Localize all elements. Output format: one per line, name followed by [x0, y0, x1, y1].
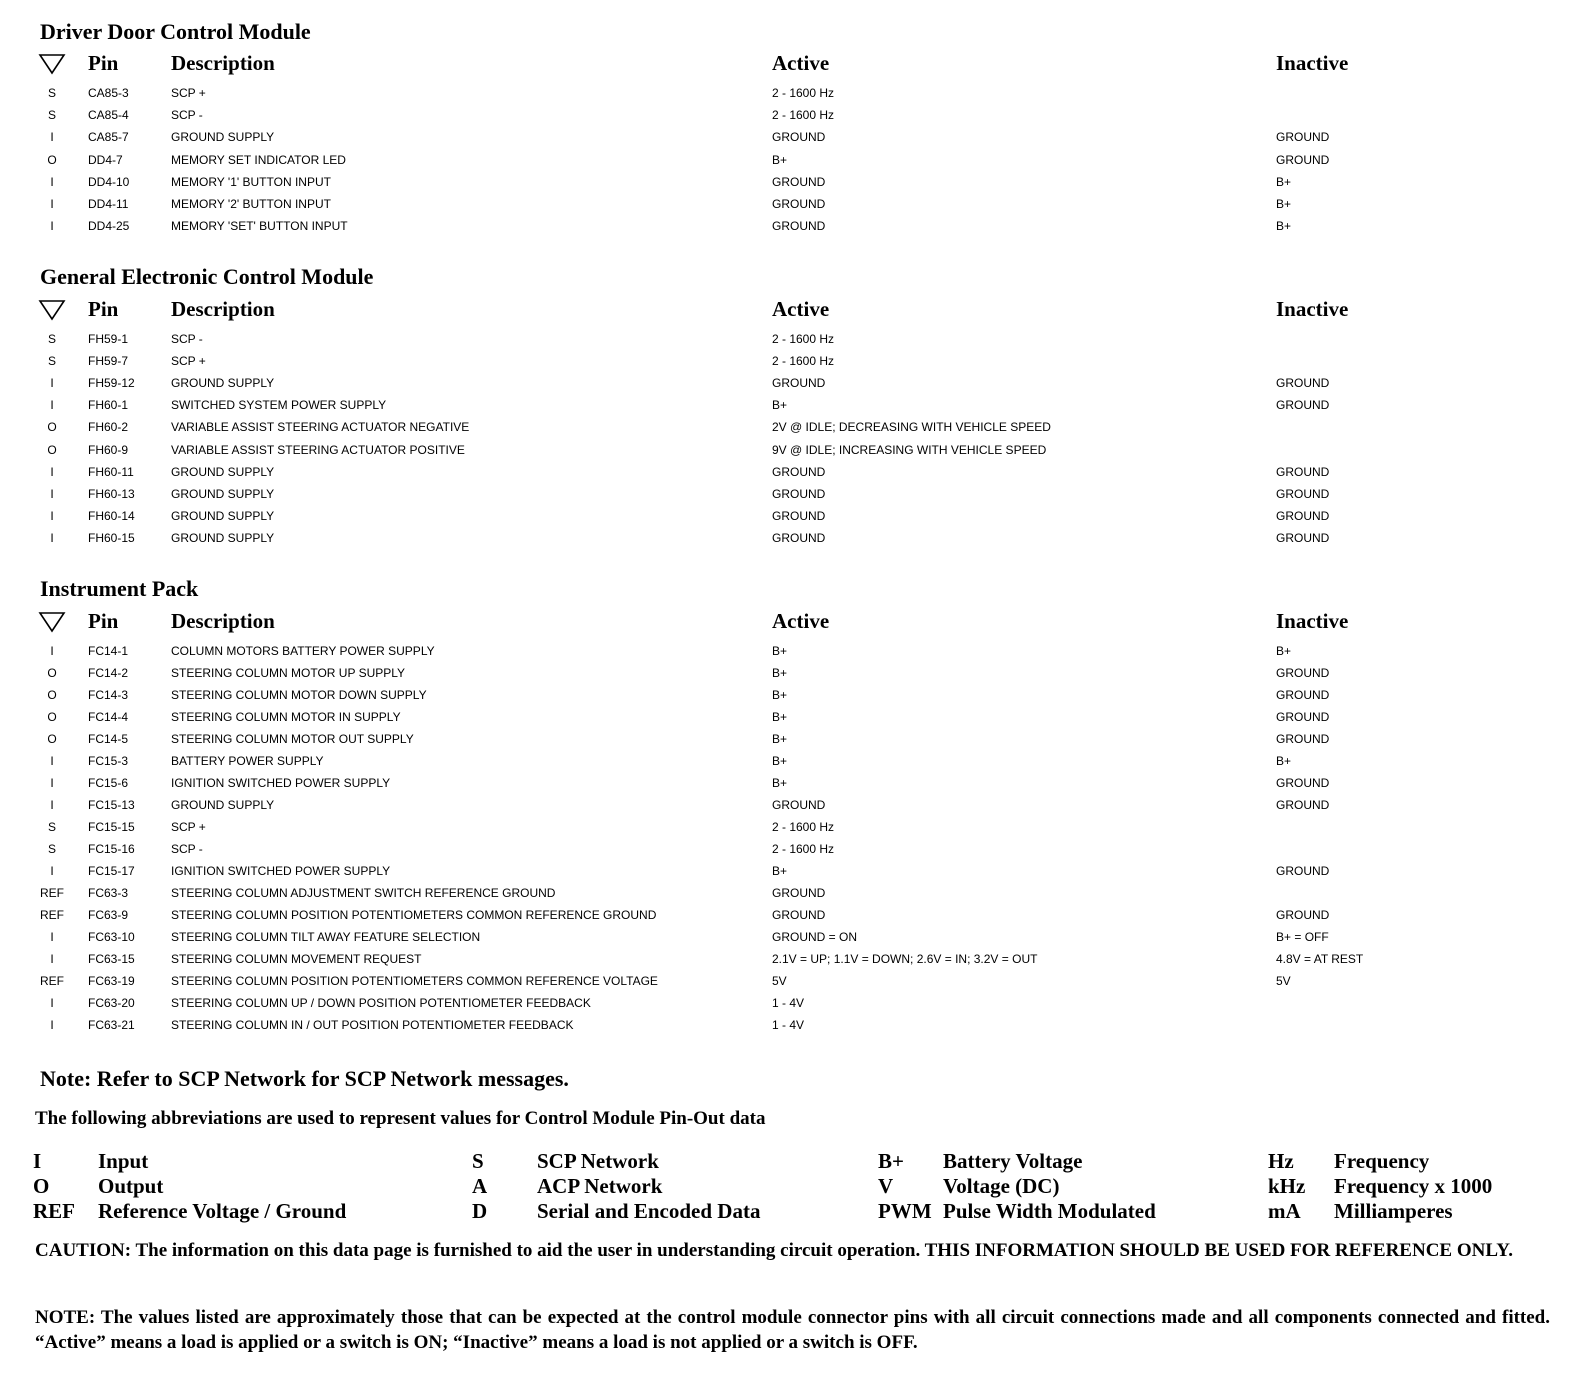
pin-id-cell: FH60-14 [88, 509, 135, 523]
abbreviation-meaning: ACP Network [537, 1174, 663, 1198]
section-title: General Electronic Control Module [40, 264, 374, 289]
table-row [0, 86, 1584, 108]
abbreviations-intro: The following abbreviations are used to represent values for Control Module Pin-Out data [35, 1108, 766, 1129]
active-value-cell: GROUND [772, 886, 826, 900]
table-row [0, 376, 1584, 398]
table-row [0, 487, 1584, 509]
column-header-description: Description [171, 51, 275, 75]
pin-type-cell: I [50, 531, 54, 545]
pin-type-cell: I [50, 398, 54, 412]
inactive-value-cell: B+ [1276, 644, 1292, 658]
pin-id-cell: FC15-6 [88, 776, 129, 790]
inactive-value-cell: GROUND [1276, 666, 1330, 680]
inactive-value-cell: B+ = OFF [1276, 930, 1329, 944]
pin-id-cell: DD4-7 [88, 153, 123, 167]
active-value-cell: GROUND [772, 509, 826, 523]
table-row [0, 398, 1584, 420]
table-row [0, 354, 1584, 376]
table-row [0, 842, 1584, 864]
abbreviation-meaning: SCP Network [537, 1149, 659, 1173]
active-value-cell: GROUND [772, 376, 826, 390]
pin-type-cell: I [50, 754, 54, 768]
active-value-cell: GROUND = ON [772, 930, 858, 944]
abbreviation-meaning: Reference Voltage / Ground [98, 1199, 347, 1223]
inactive-value-cell: GROUND [1276, 710, 1330, 724]
scp-network-note: Note: Refer to SCP Network for SCP Network messages. [40, 1066, 569, 1091]
description-cell: GROUND SUPPLY [171, 509, 275, 523]
pin-type-cell: I [50, 930, 54, 944]
column-header-pin: Pin [88, 297, 119, 321]
pin-id-cell: FC63-21 [88, 1018, 135, 1032]
table-row [0, 864, 1584, 886]
table-row [0, 930, 1584, 952]
description-cell: MEMORY '2' BUTTON INPUT [171, 197, 331, 211]
pin-id-cell: FC63-3 [88, 886, 129, 900]
abbreviation-meaning: Serial and Encoded Data [537, 1199, 761, 1223]
pin-id-cell: FC15-3 [88, 754, 129, 768]
inactive-value-cell: GROUND [1276, 376, 1330, 390]
pin-id-cell: FC14-3 [88, 688, 129, 702]
description-cell: COLUMN MOTORS BATTERY POWER SUPPLY [171, 644, 435, 658]
table-row [0, 130, 1584, 152]
active-value-cell: 5V [772, 974, 787, 988]
active-value-cell: 2 - 1600 Hz [772, 842, 835, 856]
values-note-text: NOTE: The values listed are approximately those that can be expected at the control module connector pins with all circuit connections made and all components connected and fitted. “Active” means a load is applied or a switch is ON; “Inactive” means a load is not applied or a switch is OFF. [35, 1307, 1550, 1353]
pin-type-cell: O [47, 420, 57, 434]
table-row [0, 952, 1584, 974]
section-title: Driver Door Control Module [40, 19, 311, 44]
pin-type-cell: O [47, 688, 57, 702]
active-value-cell: B+ [772, 864, 788, 878]
pin-type-cell: O [47, 153, 57, 167]
table-row [0, 219, 1584, 241]
active-value-cell: B+ [772, 754, 788, 768]
inactive-value-cell: GROUND [1276, 153, 1330, 167]
description-cell: SCP + [171, 86, 206, 100]
pin-id-cell: FH59-1 [88, 332, 129, 346]
pin-type-cell: I [50, 509, 54, 523]
description-cell: MEMORY SET INDICATOR LED [171, 153, 346, 167]
table-row [0, 996, 1584, 1018]
active-value-cell: B+ [772, 776, 788, 790]
table-row [0, 820, 1584, 842]
table-row [0, 776, 1584, 798]
pin-id-cell: FH60-13 [88, 487, 135, 501]
caution-text: CAUTION: The information on this data page is furnished to aid the user in understanding circuit operation. THIS INFORMATION SHOULD BE USED FOR REFERENCE ONLY. [35, 1240, 1514, 1261]
abbreviation-code: REF [33, 1199, 75, 1223]
column-header-inactive: Inactive [1276, 51, 1349, 75]
active-value-cell: 2 - 1600 Hz [772, 332, 835, 346]
active-value-cell: 2 - 1600 Hz [772, 108, 835, 122]
table-row [0, 197, 1584, 219]
pin-type-cell: REF [40, 886, 64, 900]
abbreviation-meaning: Pulse Width Modulated [943, 1199, 1156, 1223]
pin-id-cell: CA85-3 [88, 86, 129, 100]
inactive-value-cell: B+ [1276, 175, 1292, 189]
table-row [0, 886, 1584, 908]
pin-id-cell: FC63-19 [88, 974, 135, 988]
description-cell: STEERING COLUMN MOTOR UP SUPPLY [171, 666, 406, 680]
table-row [0, 531, 1584, 553]
description-cell: SCP - [171, 332, 203, 346]
pin-id-cell: FH60-1 [88, 398, 129, 412]
inactive-value-cell: GROUND [1276, 509, 1330, 523]
description-cell: STEERING COLUMN POSITION POTENTIOMETERS COMMON REFERENCE VOLTAGE [171, 974, 658, 988]
active-value-cell: GROUND [772, 175, 826, 189]
active-value-cell: GROUND [772, 798, 826, 812]
pin-id-cell: DD4-11 [88, 197, 129, 211]
pin-type-cell: I [50, 219, 54, 233]
table-row [0, 1018, 1584, 1040]
table-row [0, 974, 1584, 996]
table-row [0, 465, 1584, 487]
pin-type-cell: I [50, 776, 54, 790]
description-cell: STEERING COLUMN ADJUSTMENT SWITCH REFERENCE GROUND [171, 886, 556, 900]
inactive-value-cell: GROUND [1276, 864, 1330, 878]
abbreviation-code: I [33, 1149, 42, 1173]
description-cell: STEERING COLUMN MOTOR DOWN SUPPLY [171, 688, 427, 702]
pin-id-cell: FC63-15 [88, 952, 135, 966]
active-value-cell: GROUND [772, 465, 826, 479]
abbreviation-meaning: Frequency x 1000 [1334, 1174, 1493, 1198]
pin-type-cell: I [50, 175, 54, 189]
inactive-value-cell: GROUND [1276, 798, 1330, 812]
pin-type-cell: I [50, 197, 54, 211]
pin-type-cell: O [47, 443, 57, 457]
abbreviation-code: A [472, 1174, 488, 1198]
description-cell: STEERING COLUMN MOTOR OUT SUPPLY [171, 732, 414, 746]
active-value-cell: B+ [772, 398, 788, 412]
type-triangle-icon [38, 611, 66, 633]
abbreviation-code: PWM [878, 1199, 932, 1223]
abbreviation-code: kHz [1268, 1174, 1306, 1198]
pin-type-cell: I [50, 1018, 54, 1032]
table-row [0, 688, 1584, 710]
active-value-cell: B+ [772, 710, 788, 724]
description-cell: SCP - [171, 842, 203, 856]
pin-type-cell: I [50, 952, 54, 966]
column-header-pin: Pin [88, 51, 119, 75]
inactive-value-cell: 5V [1276, 974, 1291, 988]
pin-type-cell: I [50, 465, 54, 479]
active-value-cell: 9V @ IDLE; INCREASING WITH VEHICLE SPEED [772, 443, 1047, 457]
pin-type-cell: I [50, 644, 54, 658]
pin-type-cell: S [47, 86, 56, 100]
active-value-cell: 2 - 1600 Hz [772, 354, 835, 368]
active-value-cell: 2V @ IDLE; DECREASING WITH VEHICLE SPEED [772, 420, 1051, 434]
description-cell: GROUND SUPPLY [171, 130, 275, 144]
inactive-value-cell: B+ [1276, 754, 1292, 768]
abbreviation-meaning: Battery Voltage [943, 1149, 1083, 1173]
type-triangle-icon [38, 299, 66, 321]
abbreviation-code: S [472, 1149, 484, 1173]
active-value-cell: 2.1V = UP; 1.1V = DOWN; 2.6V = IN; 3.2V = OUT [772, 952, 1038, 966]
active-value-cell: GROUND [772, 197, 826, 211]
abbreviation-code: O [33, 1174, 50, 1198]
column-header-active: Active [772, 51, 830, 75]
active-value-cell: GROUND [772, 219, 826, 233]
pin-id-cell: FC14-5 [88, 732, 129, 746]
type-triangle-icon [38, 53, 66, 75]
active-value-cell: B+ [772, 732, 788, 746]
description-cell: VARIABLE ASSIST STEERING ACTUATOR POSITIVE [171, 443, 465, 457]
table-row [0, 798, 1584, 820]
abbreviation-code: D [472, 1199, 488, 1223]
description-cell: STEERING COLUMN MOTOR IN SUPPLY [171, 710, 401, 724]
pin-id-cell: FC15-15 [88, 820, 135, 834]
table-row [0, 644, 1584, 666]
active-value-cell: GROUND [772, 908, 826, 922]
abbreviation-code: mA [1268, 1199, 1301, 1223]
pin-id-cell: CA85-4 [88, 108, 129, 122]
table-row [0, 443, 1584, 465]
table-row [0, 732, 1584, 754]
pin-type-cell: I [50, 996, 54, 1010]
description-cell: SCP - [171, 108, 203, 122]
active-value-cell: 2 - 1600 Hz [772, 820, 835, 834]
table-row [0, 420, 1584, 442]
inactive-value-cell: GROUND [1276, 487, 1330, 501]
table-row [0, 153, 1584, 175]
active-value-cell: B+ [772, 688, 788, 702]
pin-id-cell: FC15-13 [88, 798, 135, 812]
table-row [0, 710, 1584, 732]
description-cell: BATTERY POWER SUPPLY [171, 754, 324, 768]
abbreviation-meaning: Output [98, 1174, 164, 1198]
pin-id-cell: FH59-7 [88, 354, 129, 368]
inactive-value-cell: GROUND [1276, 398, 1330, 412]
description-cell: MEMORY 'SET' BUTTON INPUT [171, 219, 348, 233]
description-cell: SWITCHED SYSTEM POWER SUPPLY [171, 398, 387, 412]
pin-id-cell: FC63-10 [88, 930, 135, 944]
pin-type-cell: O [47, 732, 57, 746]
active-value-cell: B+ [772, 644, 788, 658]
description-cell: SCP + [171, 820, 206, 834]
description-cell: SCP + [171, 354, 206, 368]
pin-id-cell: FH60-9 [88, 443, 129, 457]
description-cell: IGNITION SWITCHED POWER SUPPLY [171, 864, 391, 878]
pin-id-cell: FC15-17 [88, 864, 135, 878]
table-row [0, 332, 1584, 354]
pin-type-cell: S [47, 332, 56, 346]
pin-id-cell: CA85-7 [88, 130, 129, 144]
column-header-inactive: Inactive [1276, 297, 1349, 321]
table-row [0, 175, 1584, 197]
pin-type-cell: I [50, 130, 54, 144]
pin-id-cell: FC63-20 [88, 996, 135, 1010]
pin-type-cell: I [50, 487, 54, 501]
abbreviation-code: Hz [1268, 1149, 1294, 1173]
table-row [0, 509, 1584, 531]
pin-id-cell: FH59-12 [88, 376, 135, 390]
active-value-cell: GROUND [772, 487, 826, 501]
active-value-cell: 1 - 4V [772, 996, 805, 1010]
pin-type-cell: O [47, 666, 57, 680]
inactive-value-cell: GROUND [1276, 908, 1330, 922]
pin-type-cell: S [47, 842, 56, 856]
description-cell: STEERING COLUMN IN / OUT POSITION POTENTIOMETER FEEDBACK [171, 1018, 574, 1032]
description-cell: STEERING COLUMN UP / DOWN POSITION POTENTIOMETER FEEDBACK [171, 996, 591, 1010]
pin-type-cell: I [50, 864, 54, 878]
pin-type-cell: S [47, 354, 56, 368]
section-title: Instrument Pack [40, 576, 199, 601]
description-cell: MEMORY '1' BUTTON INPUT [171, 175, 331, 189]
pin-type-cell: I [50, 376, 54, 390]
pin-id-cell: FH60-15 [88, 531, 135, 545]
table-row [0, 666, 1584, 688]
table-row [0, 108, 1584, 130]
pin-id-cell: FH60-2 [88, 420, 129, 434]
pin-id-cell: DD4-10 [88, 175, 130, 189]
pin-type-cell: REF [40, 908, 64, 922]
description-cell: IGNITION SWITCHED POWER SUPPLY [171, 776, 391, 790]
description-cell: GROUND SUPPLY [171, 376, 275, 390]
pin-type-cell: S [47, 820, 56, 834]
inactive-value-cell: GROUND [1276, 130, 1330, 144]
abbreviation-code: V [878, 1174, 894, 1198]
active-value-cell: B+ [772, 666, 788, 680]
abbreviation-meaning: Milliamperes [1334, 1199, 1453, 1223]
abbreviation-meaning: Frequency [1334, 1149, 1430, 1173]
inactive-value-cell: B+ [1276, 197, 1292, 211]
description-cell: GROUND SUPPLY [171, 798, 275, 812]
inactive-value-cell: GROUND [1276, 732, 1330, 746]
abbreviation-meaning: Voltage (DC) [943, 1174, 1060, 1198]
active-value-cell: 1 - 4V [772, 1018, 805, 1032]
pin-id-cell: FC14-1 [88, 644, 129, 658]
column-header-active: Active [772, 609, 830, 633]
description-cell: VARIABLE ASSIST STEERING ACTUATOR NEGATIVE [171, 420, 470, 434]
pin-id-cell: FC14-4 [88, 710, 129, 724]
inactive-value-cell: GROUND [1276, 688, 1330, 702]
pin-type-cell: O [47, 710, 57, 724]
column-header-pin: Pin [88, 609, 119, 633]
description-cell: STEERING COLUMN POSITION POTENTIOMETERS COMMON REFERENCE GROUND [171, 908, 657, 922]
inactive-value-cell: GROUND [1276, 465, 1330, 479]
table-row [0, 908, 1584, 930]
pin-id-cell: FH60-11 [88, 465, 134, 479]
inactive-value-cell: B+ [1276, 219, 1292, 233]
column-header-active: Active [772, 297, 830, 321]
inactive-value-cell: GROUND [1276, 776, 1330, 790]
abbreviation-meaning: Input [98, 1149, 149, 1173]
pin-type-cell: I [50, 798, 54, 812]
description-cell: GROUND SUPPLY [171, 465, 275, 479]
column-header-inactive: Inactive [1276, 609, 1349, 633]
active-value-cell: 2 - 1600 Hz [772, 86, 835, 100]
pin-id-cell: FC63-9 [88, 908, 129, 922]
abbreviation-code: B+ [878, 1149, 904, 1173]
table-row [0, 754, 1584, 776]
pin-id-cell: DD4-25 [88, 219, 130, 233]
active-value-cell: GROUND [772, 531, 826, 545]
inactive-value-cell: GROUND [1276, 531, 1330, 545]
description-cell: GROUND SUPPLY [171, 487, 275, 501]
pin-id-cell: FC14-2 [88, 666, 129, 680]
pin-type-cell: S [47, 108, 56, 122]
pin-type-cell: REF [40, 974, 64, 988]
description-cell: GROUND SUPPLY [171, 531, 275, 545]
column-header-description: Description [171, 609, 275, 633]
inactive-value-cell: 4.8V = AT REST [1276, 952, 1364, 966]
column-header-description: Description [171, 297, 275, 321]
active-value-cell: GROUND [772, 130, 826, 144]
pin-id-cell: FC15-16 [88, 842, 135, 856]
active-value-cell: B+ [772, 153, 788, 167]
description-cell: STEERING COLUMN TILT AWAY FEATURE SELECTION [171, 930, 481, 944]
description-cell: STEERING COLUMN MOVEMENT REQUEST [171, 952, 422, 966]
